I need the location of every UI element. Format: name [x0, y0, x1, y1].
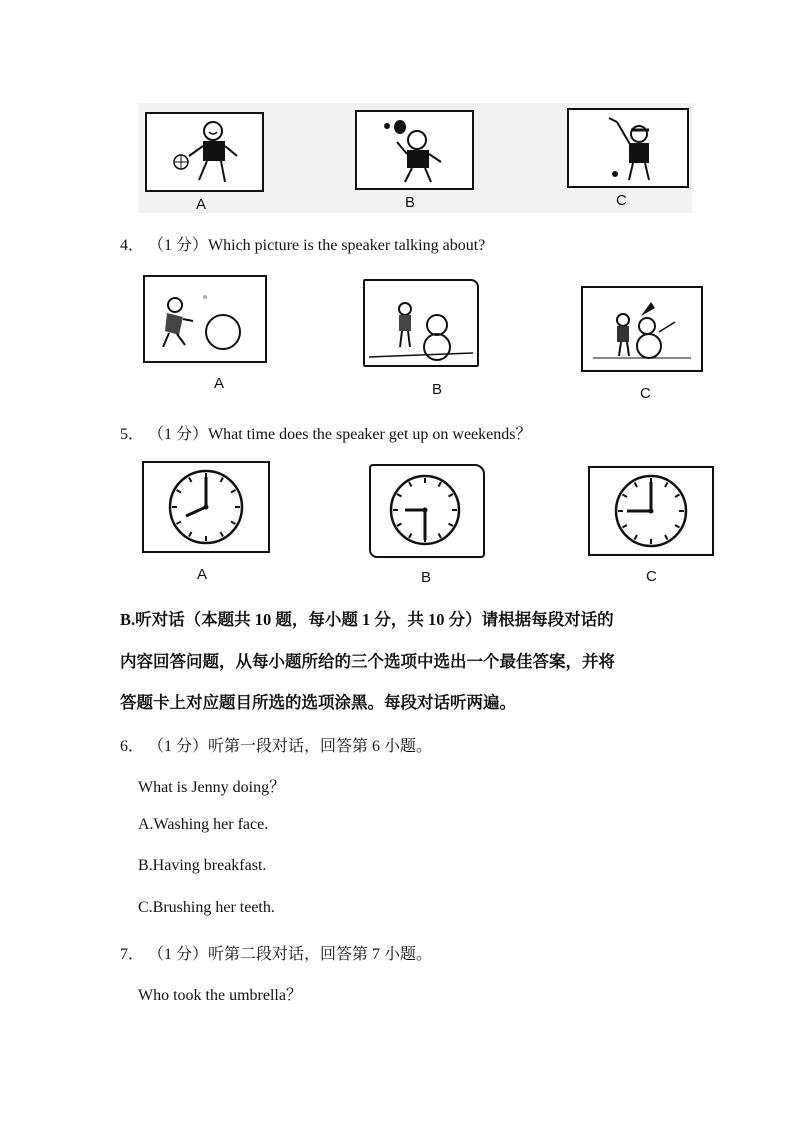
question-4-number: 4．	[120, 237, 145, 254]
question-6-text: What is Jenny doing？	[138, 779, 286, 796]
picture-q5-a	[142, 461, 270, 553]
question-5-number: 5．	[120, 426, 145, 443]
question-5-score: （1 分）	[148, 426, 209, 443]
boy-dribbling-ball-illustration	[147, 114, 262, 190]
q4-label-a: A	[214, 375, 225, 392]
q5-label-a: A	[197, 566, 208, 583]
picture-top-b	[355, 110, 474, 190]
picture-q4-c	[581, 286, 703, 372]
question-7-number: 7．	[120, 946, 145, 963]
clock-b-illustration	[371, 466, 483, 556]
question-4-score: （1 分）	[148, 237, 209, 254]
child-building-snowman-illustration	[583, 288, 701, 370]
q5-label-c: C	[646, 568, 657, 585]
q4-label-b: B	[432, 381, 443, 398]
question-7-score: （1 分）	[148, 946, 209, 963]
question-5-text: What time does the speaker get up on weekends？	[208, 426, 532, 443]
picture-top-a	[145, 112, 264, 192]
section-b-line-3: 答题卡上对应题目所选的选项涂黑。每段对话听两遍。	[120, 693, 516, 712]
section-b-line-2: 内容回答问题，从每小题所给的三个选项中选出一个最佳答案，并将	[120, 652, 615, 671]
question-4	[120, 232, 485, 255]
boy-playing-golf-illustration	[569, 110, 687, 186]
boy-playing-ping-pong-illustration	[357, 112, 472, 188]
top-label-a: A	[196, 196, 207, 213]
clock-c-illustration	[590, 468, 712, 554]
q5-label-b: B	[421, 569, 432, 586]
section-b-line-1: B.听对话（本题共 10 题，每小题 1 分，共 10 分）请根据每段对话的	[120, 610, 614, 629]
question-6	[120, 733, 432, 756]
picture-q4-b	[363, 279, 479, 367]
question-7-text: Who took the umbrella？	[138, 987, 302, 1004]
question-7-instruction: 听第二段对话，回答第 7 小题。	[208, 946, 433, 963]
child-pushing-snowball-illustration	[145, 277, 265, 361]
top-label-c: C	[616, 192, 627, 209]
question-6-number: 6．	[120, 738, 145, 755]
question-6-option-a: A.Washing her face.	[138, 816, 269, 833]
top-label-b: B	[405, 194, 416, 211]
question-5	[120, 421, 532, 444]
question-6-instruction: 听第一段对话，回答第 6 小题。	[208, 738, 433, 755]
picture-top-c	[567, 108, 689, 188]
question-6-score: （1 分）	[148, 738, 209, 755]
question-4-text: Which picture is the speaker talking about?	[208, 237, 486, 254]
question-7	[120, 941, 432, 964]
picture-q5-b	[369, 464, 485, 558]
child-next-to-snowman-illustration	[365, 281, 477, 365]
q4-label-c: C	[640, 385, 651, 402]
question-6-option-c: C.Brushing her teeth.	[138, 899, 275, 916]
picture-q4-a	[143, 275, 267, 363]
picture-q5-c	[588, 466, 714, 556]
clock-a-illustration	[144, 463, 268, 551]
question-6-option-b: B.Having breakfast.	[138, 857, 267, 874]
